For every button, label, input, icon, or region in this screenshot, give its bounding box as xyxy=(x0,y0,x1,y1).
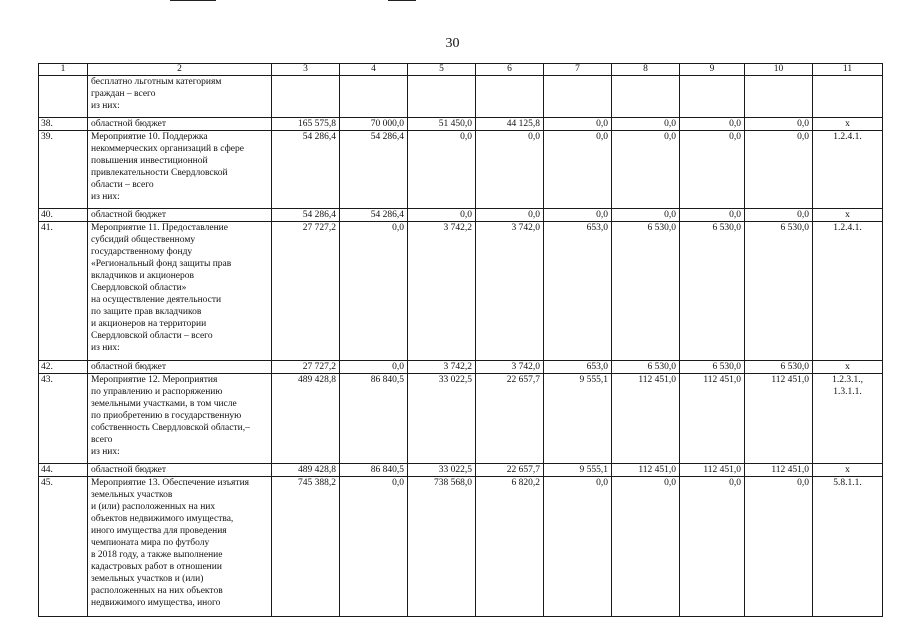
description-cell: Мероприятие 11. Предоставление субсидий общественному государственному фонду «Региональный фонд защиты прав вкладчиков и акционеров Свердловской области» на осуществление деятельности по защите прав вкладчиков и акционеров на территории Свердловской области – всего из них: xyxy=(88,222,272,361)
value-cell-col8: 0,0 xyxy=(612,131,680,209)
value-cell-col8: 112 451,0 xyxy=(612,374,680,464)
value-cell-col11: 1.2.4.1. xyxy=(813,131,883,209)
table-row xyxy=(39,209,883,222)
value-cell-col9: 112 451,0 xyxy=(680,374,745,464)
table-row xyxy=(39,131,883,209)
value-cell-col8: 0,0 xyxy=(612,209,680,222)
column-header-8: 8 xyxy=(612,64,680,76)
top-rule-right xyxy=(388,0,416,1)
value-cell-col3: 489 428,8 xyxy=(272,464,340,477)
value-cell-col5: 33 022,5 xyxy=(408,464,476,477)
value-cell-col6: 22 657,7 xyxy=(476,374,544,464)
row-number-cell: 40. xyxy=(39,209,88,222)
value-cell-col7: 653,0 xyxy=(544,222,612,361)
value-cell-col9: 0,0 xyxy=(680,131,745,209)
value-cell-col3: 745 388,2 xyxy=(272,477,340,617)
value-cell-col8: 6 530,0 xyxy=(612,361,680,374)
column-header-9: 9 xyxy=(680,64,745,76)
table-row xyxy=(39,118,883,131)
value-cell-col10: 6 530,0 xyxy=(745,222,813,361)
table-row xyxy=(39,76,883,118)
value-cell-col5: 0,0 xyxy=(408,209,476,222)
value-cell-col3: 27 727,2 xyxy=(272,361,340,374)
value-cell-col4: 0,0 xyxy=(340,361,408,374)
value-cell-col9: 112 451,0 xyxy=(680,464,745,477)
value-cell-col4: 86 840,5 xyxy=(340,374,408,464)
value-cell-col5: 51 450,0 xyxy=(408,118,476,131)
row-number-cell: 42. xyxy=(39,361,88,374)
value-cell-col5 xyxy=(408,76,476,118)
description-cell: областной бюджет xyxy=(88,361,272,374)
value-cell-col5: 3 742,2 xyxy=(408,361,476,374)
value-cell-col10: 112 451,0 xyxy=(745,464,813,477)
value-cell-col4: 0,0 xyxy=(340,222,408,361)
value-cell-col7: 653,0 xyxy=(544,361,612,374)
row-number-cell: 39. xyxy=(39,131,88,209)
description-cell: областной бюджет xyxy=(88,464,272,477)
top-rule-left xyxy=(170,0,216,1)
value-cell-col7: 9 555,1 xyxy=(544,464,612,477)
value-cell-col11: 1.2.3.1., 1.3.1.1. xyxy=(813,374,883,464)
description-cell: Мероприятие 13. Обеспечение изъятия земельных участков и (или) расположенных на них объектов недвижимого имущества, иного имущества для проведения чемпионата мира по футболу в 2018 году, а также выполнение кадастровых работ в отношении земельных участков и (или) расположенных на них объектов недвижимого имущества, иного xyxy=(88,477,272,617)
column-header-3: 3 xyxy=(272,64,340,76)
value-cell-col8: 112 451,0 xyxy=(612,464,680,477)
value-cell-col10: 0,0 xyxy=(745,209,813,222)
value-cell-col10 xyxy=(745,76,813,118)
value-cell-col4 xyxy=(340,76,408,118)
value-cell-col3: 54 286,4 xyxy=(272,131,340,209)
value-cell-col6: 0,0 xyxy=(476,131,544,209)
description-cell: Мероприятие 12. Мероприятия по управлению и распоряжению земельными участками, в том числе по приобретению в государственную собственность Свердловской области,– всего из них: xyxy=(88,374,272,464)
value-cell-col7 xyxy=(544,76,612,118)
value-cell-col11: х xyxy=(813,209,883,222)
value-cell-col9: 0,0 xyxy=(680,209,745,222)
value-cell-col10: 112 451,0 xyxy=(745,374,813,464)
description-cell: областной бюджет xyxy=(88,209,272,222)
value-cell-col7: 0,0 xyxy=(544,118,612,131)
description-cell: областной бюджет xyxy=(88,118,272,131)
column-header-10: 10 xyxy=(745,64,813,76)
value-cell-col10: 6 530,0 xyxy=(745,361,813,374)
budget-table xyxy=(38,63,883,617)
value-cell-col8: 6 530,0 xyxy=(612,222,680,361)
value-cell-col3: 54 286,4 xyxy=(272,209,340,222)
row-number-cell: 45. xyxy=(39,477,88,617)
value-cell-col5: 3 742,2 xyxy=(408,222,476,361)
row-number-cell: 43. xyxy=(39,374,88,464)
table-row xyxy=(39,361,883,374)
value-cell-col4: 0,0 xyxy=(340,477,408,617)
column-header-11: 11 xyxy=(813,64,883,76)
value-cell-col3: 489 428,8 xyxy=(272,374,340,464)
table-row xyxy=(39,477,883,617)
value-cell-col11: х xyxy=(813,118,883,131)
value-cell-col6 xyxy=(476,76,544,118)
row-number-cell xyxy=(39,76,88,118)
value-cell-col10: 0,0 xyxy=(745,131,813,209)
value-cell-col5: 738 568,0 xyxy=(408,477,476,617)
value-cell-col4: 54 286,4 xyxy=(340,209,408,222)
column-header-4: 4 xyxy=(340,64,408,76)
value-cell-col4: 54 286,4 xyxy=(340,131,408,209)
value-cell-col10: 0,0 xyxy=(745,118,813,131)
value-cell-col11 xyxy=(813,76,883,118)
header-row xyxy=(39,64,883,76)
value-cell-col8: 0,0 xyxy=(612,118,680,131)
value-cell-col7: 0,0 xyxy=(544,209,612,222)
value-cell-col9: 6 530,0 xyxy=(680,222,745,361)
column-header-1: 1 xyxy=(39,64,88,76)
value-cell-col9: 0,0 xyxy=(680,118,745,131)
column-header-2: 2 xyxy=(88,64,272,76)
value-cell-col6: 44 125,8 xyxy=(476,118,544,131)
row-number-cell: 44. xyxy=(39,464,88,477)
value-cell-col7: 0,0 xyxy=(544,131,612,209)
value-cell-col11: 1.2.4.1. xyxy=(813,222,883,361)
value-cell-col4: 86 840,5 xyxy=(340,464,408,477)
value-cell-col9: 0,0 xyxy=(680,477,745,617)
value-cell-col6: 3 742,0 xyxy=(476,222,544,361)
page-number: 30 xyxy=(445,36,460,51)
value-cell-col3: 27 727,2 xyxy=(272,222,340,361)
value-cell-col11: х xyxy=(813,464,883,477)
value-cell-col7: 9 555,1 xyxy=(544,374,612,464)
value-cell-col3 xyxy=(272,76,340,118)
value-cell-col9: 6 530,0 xyxy=(680,361,745,374)
table-row xyxy=(39,464,883,477)
description-cell: бесплатно льготным категориям граждан – всего из них: xyxy=(88,76,272,118)
column-header-5: 5 xyxy=(408,64,476,76)
value-cell-col8: 0,0 xyxy=(612,477,680,617)
value-cell-col6: 3 742,0 xyxy=(476,361,544,374)
value-cell-col11: х xyxy=(813,361,883,374)
row-number-cell: 38. xyxy=(39,118,88,131)
row-number-cell: 41. xyxy=(39,222,88,361)
value-cell-col11: 5.8.1.1. xyxy=(813,477,883,617)
column-header-7: 7 xyxy=(544,64,612,76)
table-row xyxy=(39,222,883,361)
description-cell: Мероприятие 10. Поддержка некоммерческих организаций в сфере повышения инвестиционной привлекательности Свердловской области – всего из них: xyxy=(88,131,272,209)
column-header-6: 6 xyxy=(476,64,544,76)
value-cell-col10: 0,0 xyxy=(745,477,813,617)
value-cell-col4: 70 000,0 xyxy=(340,118,408,131)
value-cell-col9 xyxy=(680,76,745,118)
table-body xyxy=(39,76,883,617)
value-cell-col6: 6 820,2 xyxy=(476,477,544,617)
value-cell-col8 xyxy=(612,76,680,118)
value-cell-col6: 22 657,7 xyxy=(476,464,544,477)
value-cell-col5: 0,0 xyxy=(408,131,476,209)
table-row xyxy=(39,374,883,464)
value-cell-col6: 0,0 xyxy=(476,209,544,222)
value-cell-col3: 165 575,8 xyxy=(272,118,340,131)
value-cell-col5: 33 022,5 xyxy=(408,374,476,464)
value-cell-col7: 0,0 xyxy=(544,477,612,617)
